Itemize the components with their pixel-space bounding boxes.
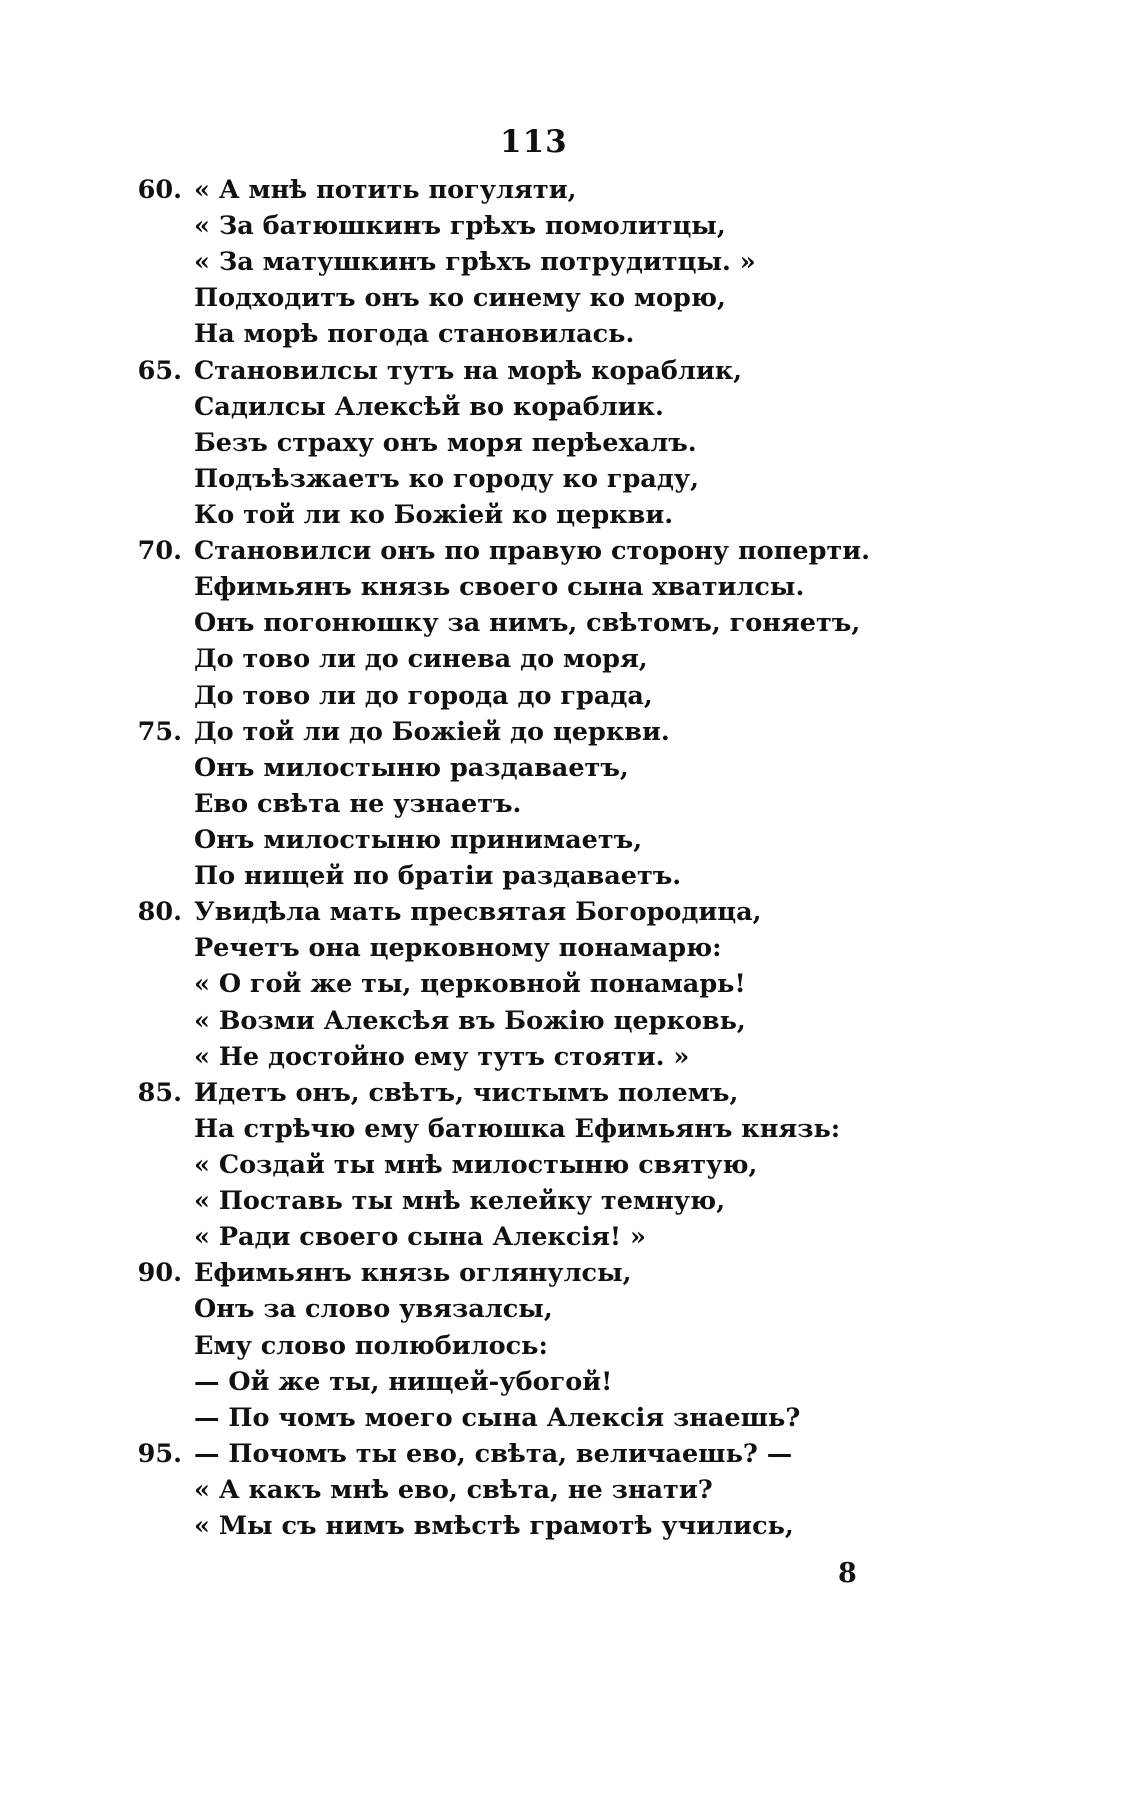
poem-line bbox=[0, 1328, 1140, 1364]
poem-line bbox=[0, 172, 1140, 208]
line-text: Ему слово полюбилось: bbox=[194, 1330, 548, 1361]
poem-line bbox=[0, 930, 1140, 966]
poem-line bbox=[0, 353, 1140, 389]
poem-line bbox=[0, 316, 1140, 352]
line-text: По нищей по братіи раздаваетъ. bbox=[194, 861, 682, 892]
line-text: Становилси онъ по правую сторону поперти. bbox=[194, 536, 870, 567]
poem-line bbox=[0, 1400, 1140, 1436]
line-text: « Возми Алексѣя въ Божію церковь, bbox=[194, 1005, 746, 1036]
line-text: « Не достойно ему тутъ стояти. » bbox=[194, 1041, 690, 1072]
line-text: « О гой же ты, церковной понамарь! bbox=[194, 969, 746, 1000]
line-text: Ефимьянъ князь своего сына хватилсы. bbox=[194, 572, 805, 603]
poem-line bbox=[0, 858, 1140, 894]
poem-line bbox=[0, 1436, 1140, 1472]
poem-line bbox=[0, 1075, 1140, 1111]
line-text: — По чомъ моего сына Алексія знаешь? bbox=[194, 1402, 801, 1433]
line-text: « Ради своего сына Алексія! » bbox=[194, 1222, 646, 1253]
poem-line bbox=[0, 1147, 1140, 1183]
poem-line bbox=[0, 208, 1140, 244]
poem-line bbox=[0, 1255, 1140, 1291]
line-text: На морѣ погода становилась. bbox=[194, 319, 635, 350]
poem bbox=[0, 172, 1140, 1544]
line-text: Подходитъ онъ ко синему ко морю, bbox=[194, 283, 726, 314]
poem-line bbox=[0, 461, 1140, 497]
line-text: « За матушкинъ грѣхъ потрудитцы. » bbox=[194, 247, 756, 278]
page-number: 113 bbox=[500, 124, 568, 160]
line-text: До тово ли до города до града, bbox=[194, 680, 653, 711]
poem-line bbox=[0, 966, 1140, 1002]
poem-line bbox=[0, 894, 1140, 930]
poem-line bbox=[0, 1364, 1140, 1400]
poem-line bbox=[0, 1111, 1140, 1147]
poem-line bbox=[0, 389, 1140, 425]
line-text: « Мы съ нимъ вмѣстѣ грамотѣ учились, bbox=[194, 1511, 794, 1542]
line-text: Становилсы тутъ на морѣ кораблик, bbox=[194, 355, 743, 386]
signature-mark: 8 bbox=[838, 1558, 857, 1589]
poem-line bbox=[0, 641, 1140, 677]
poem-line bbox=[0, 569, 1140, 605]
poem-line bbox=[0, 1219, 1140, 1255]
line-text: Ефимьянъ князь оглянулсы, bbox=[194, 1258, 632, 1289]
line-text: Садилсы Алексѣй во кораблик. bbox=[194, 391, 664, 422]
line-number: 60. bbox=[137, 175, 182, 205]
line-text: Увидѣла мать пресвятая Богородица, bbox=[194, 897, 762, 928]
poem-line bbox=[0, 786, 1140, 822]
poem-line bbox=[0, 1291, 1140, 1327]
line-text: — Почомъ ты ево, свѣта, величаешь? — bbox=[194, 1438, 793, 1469]
line-number: 75. bbox=[137, 716, 182, 747]
line-text: Идетъ онъ, свѣтъ, чистымъ полемъ, bbox=[194, 1077, 739, 1108]
poem-line bbox=[0, 425, 1140, 461]
line-number: 90. bbox=[137, 1258, 182, 1289]
line-text: Подъѣзжаетъ ко городу ко граду, bbox=[194, 463, 700, 494]
poem-line bbox=[0, 1472, 1140, 1508]
line-text: До той ли до Божіей до церкви. bbox=[194, 716, 670, 747]
line-text: « Поставь ты мнѣ келейку темную, bbox=[194, 1186, 726, 1217]
line-text: На стрѣчю ему батюшка Ефимьянъ князь: bbox=[194, 1113, 841, 1144]
poem-line bbox=[0, 280, 1140, 316]
poem-line bbox=[0, 1039, 1140, 1075]
line-number: 70. bbox=[137, 536, 182, 567]
line-text: « За батюшкинъ грѣхъ помолитцы, bbox=[194, 211, 726, 242]
line-number: 85. bbox=[137, 1077, 182, 1108]
line-text: — Ой же ты, нищей-убогой! bbox=[194, 1366, 613, 1397]
poem-line bbox=[0, 533, 1140, 569]
line-text: Онъ за слово увязалсы, bbox=[194, 1294, 553, 1325]
poem-line bbox=[0, 497, 1140, 533]
line-text: « А какъ мнѣ ево, свѣта, не знати? bbox=[194, 1474, 713, 1505]
poem-line bbox=[0, 678, 1140, 714]
poem-line bbox=[0, 714, 1140, 750]
poem-line bbox=[0, 822, 1140, 858]
line-number: 80. bbox=[137, 897, 182, 928]
poem-line bbox=[0, 1003, 1140, 1039]
line-text: « А мнѣ потить погуляти, bbox=[194, 175, 577, 205]
poem-line bbox=[0, 244, 1140, 280]
poem-line bbox=[0, 605, 1140, 641]
line-text: « Создай ты мнѣ милостыню святую, bbox=[194, 1149, 758, 1180]
line-text: До тово ли до синева до моря, bbox=[194, 644, 648, 675]
line-text: Ево свѣта не узнаетъ. bbox=[194, 788, 522, 819]
line-text: Ко той ли ко Божіей ко церкви. bbox=[194, 499, 674, 530]
line-text: Онъ милостыню раздаваетъ, bbox=[194, 752, 629, 783]
line-text: Безъ страху онъ моря перѣехалъ. bbox=[194, 427, 697, 458]
line-text: Онъ погонюшку за нимъ, свѣтомъ, гоняетъ, bbox=[194, 608, 861, 639]
line-text: Речетъ она церковному понамарю: bbox=[194, 933, 722, 964]
poem-line bbox=[0, 1183, 1140, 1219]
line-number: 95. bbox=[137, 1438, 182, 1469]
poem-line bbox=[0, 1508, 1140, 1544]
poem-line bbox=[0, 750, 1140, 786]
line-number: 65. bbox=[137, 355, 182, 386]
line-text: Онъ милостыню принимаетъ, bbox=[194, 824, 643, 855]
